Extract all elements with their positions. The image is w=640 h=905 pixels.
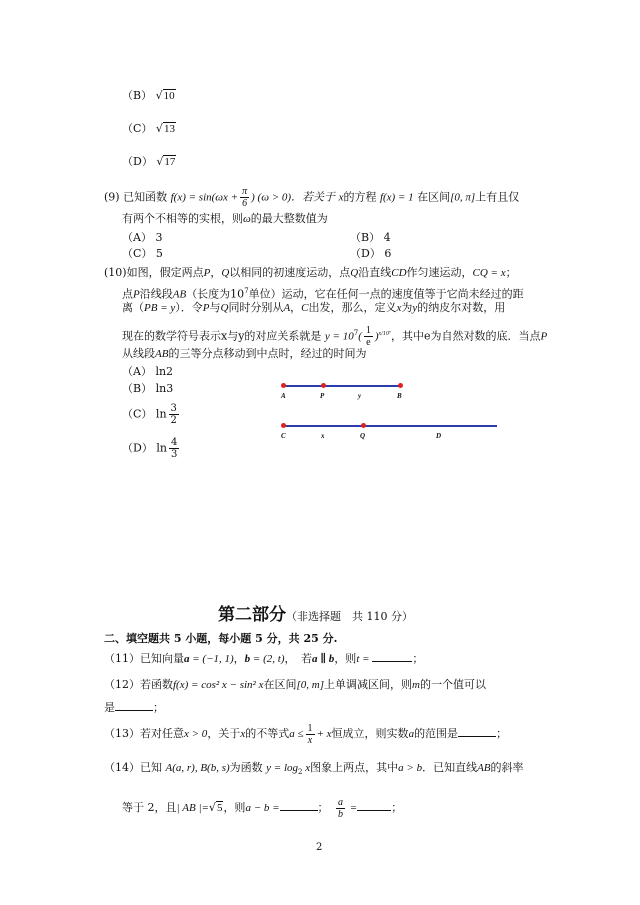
section2-heading: 二、填空题共 5 小题，每小题 5 分，共 25 分.	[104, 632, 338, 645]
q11-text: ， 若	[284, 652, 312, 665]
question-number: （14）	[104, 761, 140, 774]
label-y: y	[358, 392, 362, 400]
q14-cond: a > b	[398, 762, 423, 774]
q10-text: 同时分别从	[228, 301, 284, 314]
exponent: 7	[353, 329, 359, 337]
label-q: Q	[360, 432, 366, 440]
option-label: （C）	[122, 247, 153, 260]
q10-option-c	[122, 403, 181, 426]
option-label: （D）	[122, 441, 153, 455]
option-label: （C）	[122, 122, 153, 135]
vec-b-value: = (2, t)	[250, 653, 285, 665]
q13-text: ；	[496, 727, 508, 740]
option-label: （C）	[122, 407, 153, 421]
var-y: y	[412, 302, 418, 314]
var-cd: CD	[391, 267, 407, 279]
q9-text2: 的方程	[343, 190, 377, 204]
var-ab: AB	[172, 288, 187, 301]
var-m: m	[412, 679, 420, 691]
q10-text: 现在的数学符号表示x与y的对应关系就是	[122, 329, 322, 343]
q14-line1	[104, 760, 524, 780]
q9-omega: ω	[243, 213, 251, 225]
frac-den: e	[366, 337, 371, 349]
q10-text: ）．令	[175, 301, 203, 314]
q9-line1	[104, 186, 519, 209]
option-label: （B）	[350, 231, 381, 244]
frac-den: 2	[170, 415, 177, 426]
q13-text: 恒成立，则实数	[331, 727, 409, 740]
q10-text: 如图，假定两点	[126, 266, 204, 279]
question-number: （13）	[104, 727, 140, 740]
q10-text: ；	[505, 266, 517, 279]
q12-text: 是	[104, 701, 115, 714]
q12-text: 若函数	[140, 678, 173, 691]
sqrt-symbol: √10	[155, 89, 175, 102]
q11	[104, 650, 423, 667]
label-b: B	[397, 392, 402, 400]
option-value: ln2	[155, 365, 174, 378]
var-q: Q	[220, 302, 229, 314]
var-p: P	[203, 267, 211, 279]
frac-num: 4	[170, 437, 178, 448]
option-label: （D）	[122, 155, 153, 168]
q10-text: 沿线段	[139, 287, 173, 301]
line-cd	[283, 425, 497, 427]
q13	[104, 722, 507, 746]
q9-option-d	[350, 246, 391, 262]
q10-option-a	[122, 364, 173, 380]
answer-blank[interactable]	[115, 699, 153, 711]
point-b	[398, 383, 403, 388]
frac-num: 3	[170, 403, 177, 414]
equals: =	[347, 802, 358, 814]
var-x: x	[396, 302, 402, 314]
answer-blank[interactable]	[458, 725, 496, 737]
sqrt-symbol: √5	[208, 801, 223, 814]
point-q	[361, 423, 366, 428]
point-c	[281, 423, 286, 428]
eq-cq: CQ = x	[472, 267, 506, 279]
var-x: x	[240, 728, 246, 740]
q10-option-d	[122, 437, 181, 460]
q10-text: 的三等分点移动到中点时，经过的时间为	[168, 347, 367, 360]
q13-plus: + x	[316, 728, 332, 740]
frac-den: b	[338, 808, 344, 820]
q11-text: ，	[233, 652, 245, 665]
sqrt-symbol: √13	[155, 122, 175, 135]
exponent: x/10⁷	[378, 331, 391, 337]
label-x: x	[321, 432, 325, 440]
frac-den: 6	[242, 198, 248, 209]
q14-text: 图象上两点，其中	[310, 761, 399, 774]
q14-text: 等于 2，且	[122, 801, 177, 814]
paren-close: )	[374, 330, 379, 343]
q11-text: 已知向量	[140, 652, 184, 665]
q10-line3	[122, 300, 505, 316]
q10-text: 单位）运动，它在任何一点的速度值等于它尚未经过的距	[248, 287, 524, 301]
vec-b: b	[244, 653, 251, 665]
var-ab: AB	[155, 348, 169, 360]
q9-text4: 上有且仅	[475, 190, 520, 204]
q10-option-b	[122, 381, 173, 397]
radicand: 17	[164, 156, 176, 168]
q12-line2	[104, 699, 164, 716]
q12-line1	[104, 677, 486, 693]
q11-text: ，则	[334, 652, 357, 665]
option-label: （B）	[122, 89, 153, 102]
frac-3-2	[169, 403, 179, 426]
frac-4-3	[169, 437, 179, 460]
a-over-b	[336, 797, 345, 820]
q10-text: ，	[290, 301, 302, 314]
q10-line4	[122, 322, 547, 348]
q10-text: 离（	[122, 301, 144, 314]
q14-text: ．已知直线	[422, 761, 478, 774]
q10-text: ，	[210, 266, 222, 279]
option-value: ln	[156, 441, 167, 455]
q10-text: 作匀速运动，	[406, 266, 473, 279]
q12-text: 在区间	[263, 678, 297, 691]
var-q: Q	[350, 267, 359, 279]
q10-text: ，其中e为自然对数的底．当点	[390, 329, 541, 343]
frac-num: 1	[365, 325, 371, 337]
q9-eq: = sin(ωx +	[185, 191, 239, 204]
q12-interval: [0, m]	[296, 679, 324, 691]
q8-option-d	[122, 154, 176, 170]
var-p: P	[133, 288, 140, 301]
option-label: （A）	[122, 365, 152, 378]
question-number: （12）	[104, 678, 140, 691]
label-a: A	[281, 392, 286, 400]
q12-text: 上单调减区间，则	[324, 678, 412, 691]
q9-option-a	[122, 230, 162, 246]
vec-a-value: = (−1, 1)	[189, 653, 234, 665]
equals: =	[359, 653, 373, 665]
exponent: 7	[244, 287, 249, 295]
point-a	[281, 383, 286, 388]
q9-text6: 的最大整数值为	[250, 212, 328, 225]
one-over-x	[306, 723, 315, 746]
frac-num: a	[338, 796, 344, 808]
paren-open: (	[358, 330, 362, 343]
q10-text: 为	[401, 301, 413, 314]
frac-num: 1	[307, 722, 313, 734]
q14-text: ；	[391, 801, 403, 814]
var-c: C	[301, 302, 309, 314]
sqrt-symbol: √17	[156, 155, 176, 168]
q9-option-c	[122, 246, 163, 262]
option-value: ln	[155, 407, 167, 421]
var-t: t	[356, 653, 360, 665]
q13-text: ，关于	[207, 727, 241, 740]
page-number: 2	[316, 842, 323, 853]
q9-text: 已知函数	[123, 190, 168, 204]
q10-text: （长度为10	[186, 287, 245, 301]
q10-line1	[104, 265, 517, 281]
question-number: （11）	[104, 652, 140, 665]
parallel-cond: a ∥ b	[311, 653, 335, 665]
part2-subtitle: （非选择题 共 110 分）	[286, 610, 413, 623]
q10-text: 的纳皮尔对数，用	[417, 301, 506, 314]
var-a: a	[408, 728, 415, 740]
question-number: (9)	[104, 190, 120, 204]
q9-x: x	[338, 191, 344, 204]
var-p: P	[540, 330, 548, 343]
option-value: ln3	[155, 382, 174, 395]
q9-eq2: f(x) = 1	[379, 191, 414, 204]
pi-over-6	[240, 186, 249, 209]
option-label: （B）	[122, 382, 153, 395]
part2-title: 第二部分	[218, 605, 286, 625]
q10-text: 从线段	[122, 347, 155, 360]
frac-num: π	[242, 186, 248, 197]
q14-text: ，则	[223, 801, 246, 814]
q9-cond: ) (ω > 0)．若关于	[251, 191, 336, 204]
radicand: 10	[163, 90, 175, 102]
var-ab: AB	[477, 762, 491, 774]
q14-x: x	[302, 762, 311, 774]
q14-text: 为函数	[229, 761, 263, 774]
q14-points: A(a, r), B(b, s)	[165, 762, 230, 774]
option-value: 6	[384, 247, 392, 260]
option-value: 4	[383, 231, 391, 244]
question-number: (10)	[104, 266, 127, 279]
q10-text: 以相同的初速度运动，点	[229, 266, 351, 279]
q9-interval: [0, π]	[450, 191, 476, 204]
option-label: （D）	[350, 247, 381, 260]
q9-fx: f(x)	[170, 191, 186, 204]
answer-blank[interactable]	[280, 799, 318, 811]
option-value: 5	[155, 247, 163, 260]
var-p: P	[202, 302, 210, 314]
vec-a: a	[184, 653, 190, 665]
label-c: C	[281, 432, 286, 440]
napier-eq: y = 10	[324, 330, 354, 343]
q10-text: 与	[209, 301, 221, 314]
radicand: 13	[163, 123, 175, 135]
option-value: 3	[155, 231, 163, 244]
label-d: D	[436, 432, 442, 440]
q14-log: y = log	[266, 762, 299, 774]
point-p	[321, 383, 326, 388]
answer-blank[interactable]	[357, 799, 391, 811]
q9-line2	[122, 211, 328, 227]
frac-den: 3	[170, 449, 178, 460]
log-base: 2	[298, 768, 303, 777]
q14-text: 已知	[140, 761, 162, 774]
q9-option-b	[350, 230, 391, 246]
segment-ab	[283, 385, 401, 387]
q8-option-c	[122, 121, 176, 137]
q14-line2	[122, 796, 402, 820]
label-p: P	[320, 392, 325, 400]
q10-text: 出发，那么，定义	[308, 301, 397, 314]
q13-ineq: a ≤	[289, 728, 304, 740]
q13-text: 若对任意	[140, 727, 184, 740]
q9-text5: 有两个不相等的实根，则	[122, 212, 243, 225]
q8-option-b	[122, 88, 176, 104]
q10-line5	[122, 346, 366, 362]
frac-den: x	[307, 734, 313, 746]
one-over-e	[364, 325, 373, 348]
q12-text: 的一个值可以	[419, 678, 486, 691]
q13-text: 的范围是	[414, 727, 459, 740]
option-label: （A）	[122, 231, 152, 244]
q13-text: 的不等式	[245, 727, 290, 740]
eq-pb: PB = y	[144, 302, 176, 314]
q10-text: 沿直线	[358, 266, 392, 279]
abs-ab: | AB |=	[176, 802, 209, 814]
part2-header	[218, 604, 413, 628]
radicand: 5	[216, 802, 223, 814]
q12-function: f(x) = cos² x − sin² x	[173, 679, 264, 691]
var-a: A	[283, 302, 291, 314]
q11-text: ；	[412, 652, 424, 665]
var-q: Q	[221, 267, 230, 279]
q10-text: 点	[122, 287, 133, 301]
q9-text3: 在区间	[417, 190, 451, 204]
q12-text: ；	[153, 701, 164, 714]
q13-cond: x > 0	[184, 728, 208, 740]
a-minus-b: a − b =	[245, 802, 280, 814]
answer-blank[interactable]	[372, 650, 412, 662]
q14-text: ；	[317, 801, 324, 814]
q14-text: 的斜率	[490, 761, 524, 774]
